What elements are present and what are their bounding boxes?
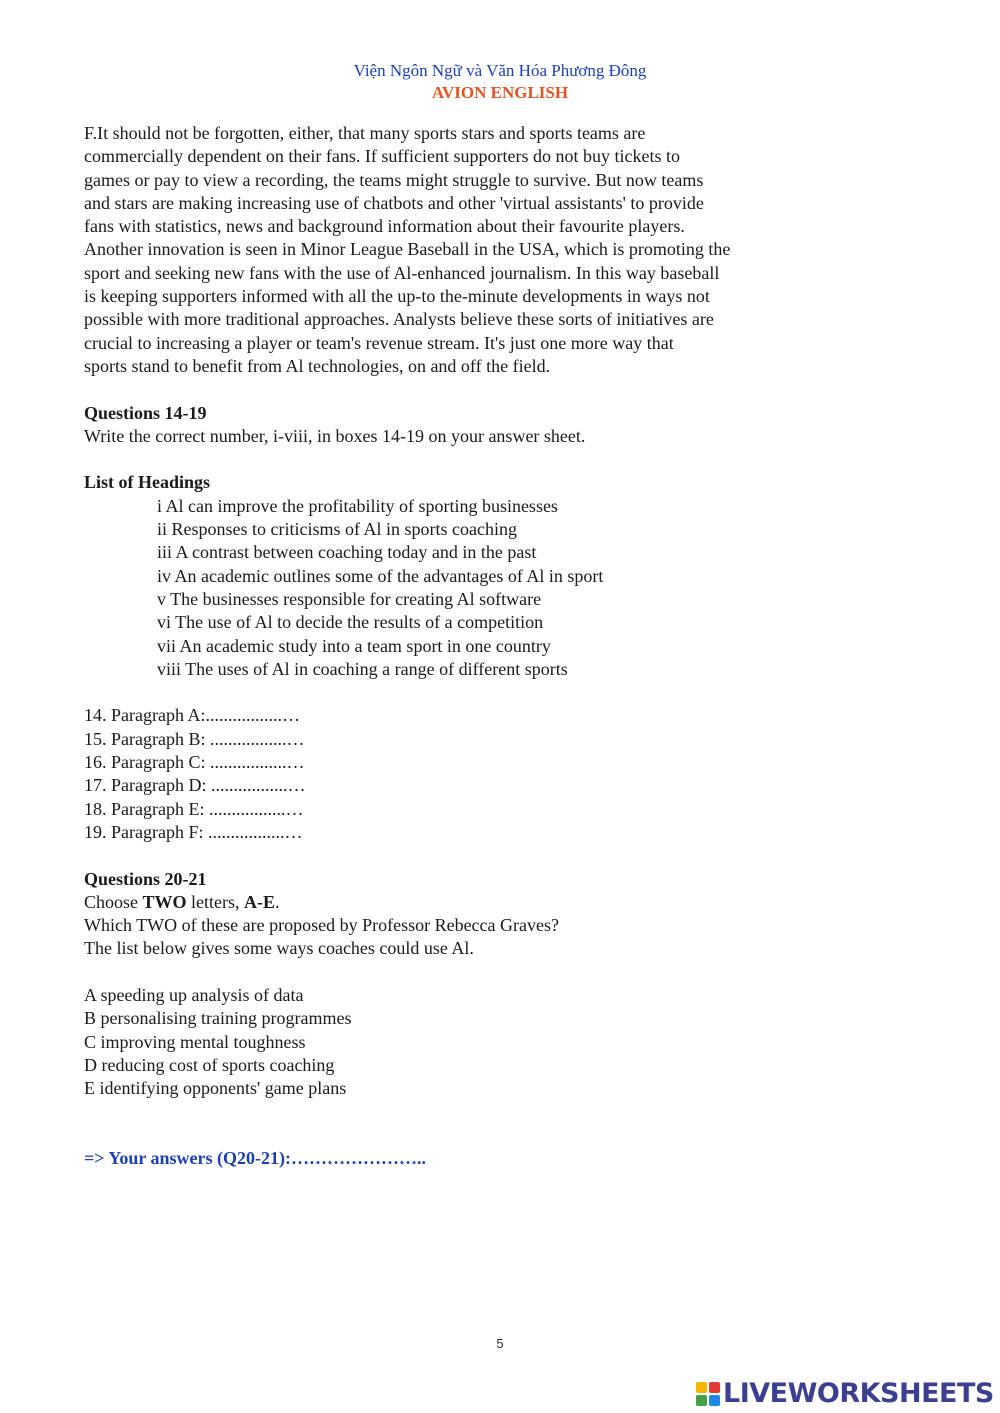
passage-line: crucial to increasing a player or team's revenue stream. It's just one more way that bbox=[84, 332, 674, 353]
questions-14-19-title: Questions 14-19 bbox=[84, 402, 207, 423]
paragraph-answer-blank[interactable]: 18. Paragraph E: .................… bbox=[84, 798, 304, 819]
paragraph-answer-blank[interactable]: 14. Paragraph A:.................… bbox=[84, 705, 300, 726]
logo-square-green bbox=[696, 1395, 707, 1406]
passage-paragraph-f bbox=[84, 122, 844, 378]
questions-20-21-title: Questions 20-21 bbox=[84, 868, 207, 889]
options-list bbox=[84, 984, 844, 1100]
option-item: B personalising training programmes bbox=[84, 1008, 352, 1029]
logo-square-red bbox=[709, 1382, 720, 1393]
headings-list-title: List of Headings bbox=[84, 472, 211, 493]
questions-20-21-question: Which TWO of these are proposed by Professor Rebecca Graves? bbox=[84, 915, 559, 936]
choose-two: TWO bbox=[142, 891, 187, 912]
heading-item: viii The uses of Al in coaching a range of different sports bbox=[157, 658, 568, 679]
heading-item: iv An academic outlines some of the advantages of Al in sport bbox=[157, 565, 604, 586]
answer-prompt-q20-21[interactable]: => Your answers (Q20-21):………………….. bbox=[84, 1148, 426, 1169]
liveworksheets-logo-text: LIVEWORKSHEETS bbox=[723, 1378, 994, 1409]
heading-item: v The businesses responsible for creating Al software bbox=[157, 588, 542, 609]
logo-square-blue bbox=[709, 1395, 720, 1406]
passage-line: sport and seeking new fans with the use of Al-enhanced journalism. In this way baseball bbox=[84, 262, 720, 283]
worksheet-content bbox=[84, 122, 844, 1170]
option-item: C improving mental toughness bbox=[84, 1031, 306, 1052]
passage-line: fans with statistics, news and background information about their favourite players. bbox=[84, 216, 685, 237]
passage-line: games or pay to view a recording, the teams might struggle to survive. But now teams bbox=[84, 169, 704, 190]
headings-list bbox=[84, 495, 844, 681]
option-item: E identifying opponents' game plans bbox=[84, 1078, 347, 1099]
liveworksheets-logo bbox=[696, 1378, 994, 1409]
page-header bbox=[0, 60, 1000, 104]
passage-line: Another innovation is seen in Minor League Baseball in the USA, which is promoting the bbox=[84, 239, 731, 260]
page-number: 5 bbox=[496, 1336, 504, 1351]
option-item: A speeding up analysis of data bbox=[84, 984, 304, 1005]
liveworksheets-logo-icon bbox=[696, 1382, 720, 1406]
passage-line: commercially dependent on their fans. If sufficient supporters do not buy tickets to bbox=[84, 146, 681, 167]
choose-range: A-E bbox=[244, 891, 275, 912]
passage-line: is keeping supporters informed with all the up-to the-minute developments in ways not bbox=[84, 286, 710, 307]
logo-square-yellow bbox=[696, 1382, 707, 1393]
passage-line: possible with more traditional approaches. Analysts believe these sorts of initiatives are bbox=[84, 309, 714, 330]
paragraph-answer-list bbox=[84, 704, 844, 844]
option-item: D reducing cost of sports coaching bbox=[84, 1054, 335, 1075]
paragraph-answer-blank[interactable]: 19. Paragraph F: .................… bbox=[84, 821, 303, 842]
choose-mid: letters, bbox=[186, 891, 244, 912]
choose-text: Choose bbox=[84, 891, 143, 912]
paragraph-answer-blank[interactable]: 17. Paragraph D: .................… bbox=[84, 775, 306, 796]
questions-20-21-choose bbox=[84, 891, 844, 914]
passage-line: and stars are making increasing use of chatbots and other 'virtual assistants' to provide bbox=[84, 192, 704, 213]
passage-line: F.It should not be forgotten, either, that many sports stars and sports teams are bbox=[84, 123, 646, 143]
heading-item: iii A contrast between coaching today and in the past bbox=[157, 542, 537, 563]
questions-14-19-instruction: Write the correct number, i-viii, in boxes 14-19 on your answer sheet. bbox=[84, 425, 586, 446]
paragraph-answer-blank[interactable]: 16. Paragraph C: .................… bbox=[84, 752, 305, 773]
heading-item: ii Responses to criticisms of Al in sports coaching bbox=[157, 519, 517, 540]
institute-name: Viện Ngôn Ngữ và Văn Hóa Phương Đông bbox=[353, 61, 647, 80]
heading-item: vi The use of Al to decide the results of a competition bbox=[157, 612, 544, 633]
passage-line: sports stand to benefit from Al technologies, on and off the field. bbox=[84, 355, 551, 376]
choose-end: . bbox=[275, 891, 280, 912]
brand-name: AVION ENGLISH bbox=[431, 83, 569, 102]
heading-item: vii An academic study into a team sport in one country bbox=[157, 635, 551, 656]
heading-item: i Al can improve the profitability of sporting businesses bbox=[157, 495, 558, 516]
questions-20-21-note: The list below gives some ways coaches could use Al. bbox=[84, 938, 474, 959]
paragraph-answer-blank[interactable]: 15. Paragraph B: .................… bbox=[84, 728, 305, 749]
